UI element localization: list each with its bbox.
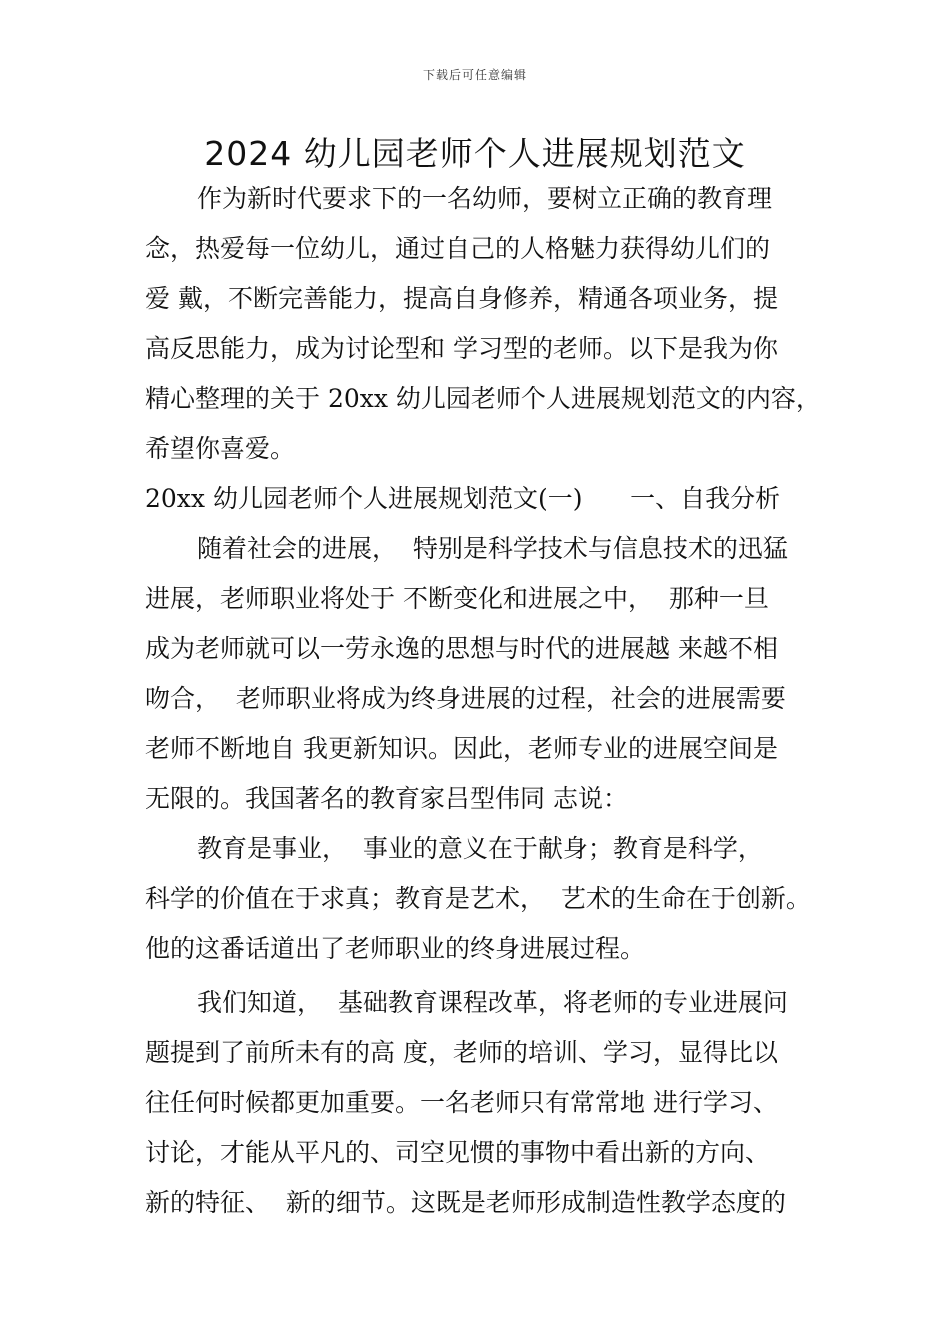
section-heading: 20xx 幼儿园老师个人进展规划范文(一) 一、自我分析 — [145, 484, 781, 513]
body-line: 他的这番话道出了老师职业的终身进展过程。 — [145, 934, 646, 963]
document-body — [145, 174, 833, 1228]
body-line: 讨论，才能从平凡的、司空见惯的事物中看出新的方向、 — [145, 1138, 771, 1167]
body-line: 随着社会的进展， 特别是科学技术与信息技术的迅猛 — [197, 534, 788, 563]
body-line: 成为老师就可以一劳永逸的思想与时代的进展越 来越不相 — [145, 634, 778, 663]
body-line: 老师不断地自 我更新知识。因此，老师专业的进展空间是 — [145, 734, 778, 763]
body-line: 新的特征、 新的细节。这既是老师形成制造性教学态度的 — [145, 1188, 786, 1217]
body-line: 精心整理的关于 20xx 幼儿园老师个人进展规划范文的内容， — [145, 384, 821, 413]
body-line: 希望你喜爱。 — [145, 434, 296, 463]
body-line: 念，热爱每一位幼儿，通过自己的人格魅力获得幼儿们的 — [145, 234, 771, 263]
quote-line: 科学的价值在于求真；教育是艺术， 艺术的生命在于创新。 — [145, 884, 811, 913]
body-line: 爱 戴，不断完善能力，提高自身修养，精通各项业务，提 — [145, 284, 778, 313]
body-line: 无限的。我国著名的教育家吕型伟同 志说： — [145, 784, 628, 813]
body-line: 高反思能力，成为讨论型和 学习型的老师。以下是我为你 — [145, 334, 778, 363]
document-title: 2024 幼儿园老师个人进展规划范文 — [204, 134, 746, 173]
body-line: 我们知道， 基础教育课程改革，将老师的专业进展问 — [197, 988, 788, 1017]
header-note: 下载后可任意编辑 — [422, 68, 527, 82]
body-line: 吻合， 老师职业将成为终身进展的过程，社会的进展需要 — [145, 684, 786, 713]
body-line: 题提到了前所未有的高 度，老师的培训、学习，显得比以 — [145, 1038, 778, 1067]
quote-line: 教育是事业， 事业的意义在于献身；教育是科学， — [197, 834, 763, 863]
body-line: 往任何时候都更加重要。一名老师只有常常地 进行学习、 — [145, 1088, 778, 1117]
body-line: 进展，老师职业将处于 不断变化和进展之中， 那种一旦 — [145, 584, 769, 613]
body-line: 作为新时代要求下的一名幼师，要树立正确的教育理 — [197, 184, 773, 213]
